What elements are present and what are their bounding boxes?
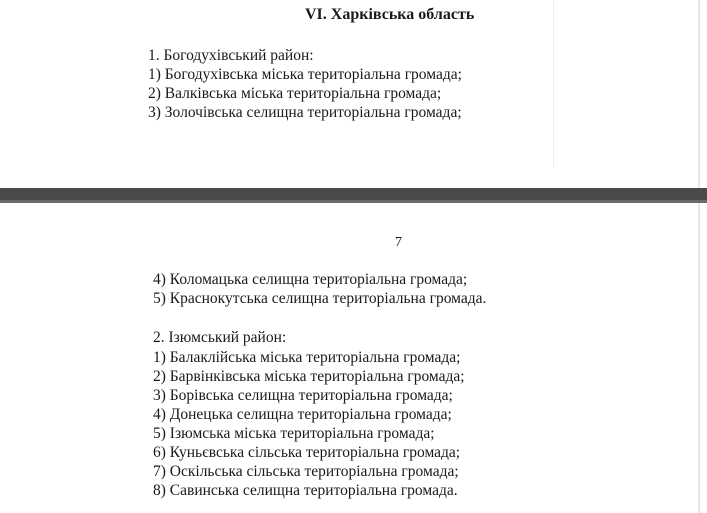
page-edge [698, 0, 700, 188]
scan-artifact-line [553, 0, 554, 168]
page-edge [698, 203, 700, 513]
district-title: 1. Богодухівський район: [148, 47, 314, 64]
list-item: 4) Коломацька селищна територіальна громада; [153, 271, 468, 288]
list-item: 3) Золочівська селищна територіальна громада; [148, 104, 462, 121]
page-number: 7 [395, 235, 402, 250]
list-item: 1) Балаклійська міська територіальна громада; [153, 349, 461, 366]
list-item: 1) Богодухівська міська територіальна громада; [148, 66, 462, 83]
list-item: 2) Валківська міська територіальна громада; [148, 85, 442, 102]
district-title: 2. Ізюмський район: [153, 329, 287, 346]
document-page-top [0, 0, 707, 188]
list-item: 7) Оскільська сільська територіальна громада; [153, 463, 459, 480]
list-item: 5) Краснокутська селищна територіальна громада. [153, 290, 487, 307]
list-item: 2) Барвінківська міська територіальна громада; [153, 368, 465, 385]
list-item: 6) Куньєвська сільська територіальна громада; [153, 444, 461, 461]
list-item: 3) Борівська селищна територіальна громада; [153, 387, 453, 404]
list-item: 4) Донецька селищна територіальна громада; [153, 406, 452, 423]
region-heading: VI. Харківська область [305, 6, 475, 23]
list-item: 8) Савинська селищна територіальна громада. [153, 482, 458, 499]
list-item: 5) Ізюмська міська територіальна громада; [153, 425, 435, 442]
document-page-bottom [0, 203, 707, 513]
